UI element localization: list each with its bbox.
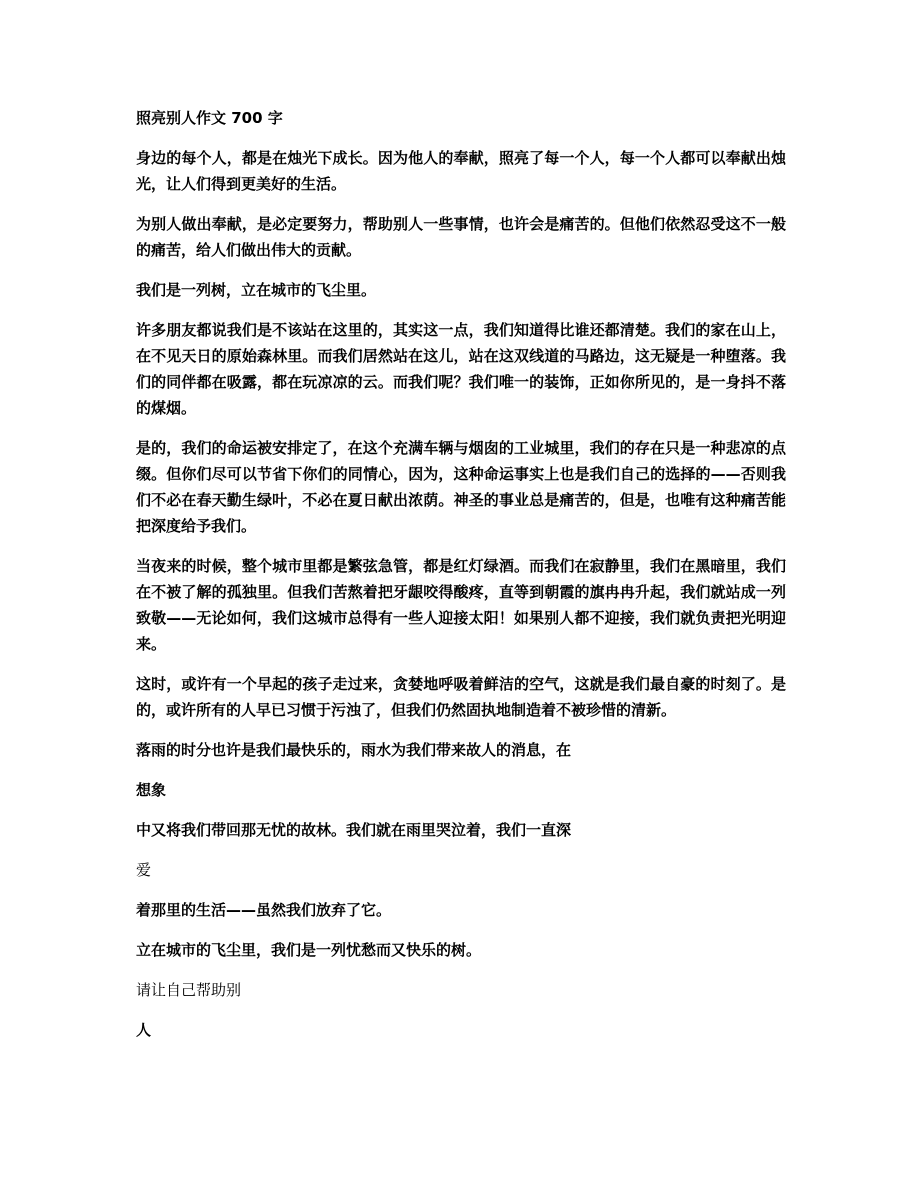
paragraph: 爱 [136,861,152,879]
paragraph: 许多朋友都说我们是不该站在这里的，其实这一点，我们知道得比谁还都清楚。我们的家在山上，在不见天日的原始森林里。而我们居然站在这儿，站在这双线道的马路边，这无疑是一种堕落。我们的同伴都在吸露，都在玩凉凉的云。而我们呢？我们唯一的装饰，正如你所见的，是一身抖不落的煤烟。 [136,321,786,417]
document-body [136,145,786,1057]
paragraph: 落雨的时分也许是我们最快乐的，雨水为我们带来故人的消息，在 [136,741,572,759]
paragraph: 人 [136,1021,152,1039]
paragraph: 当夜来的时候，整个城市里都是繁弦急管，都是红灯绿酒。而我们在寂静里，我们在黑暗里，我们在不被了解的孤独里。但我们苦熬着把牙龈咬得酸疼，直等到朝霞的旗冉冉升起，我们就站成一列致敬——无论如何，我们这城市总得有一些人迎接太阳！如果别人都不迎接，我们就负责把光明迎来。 [136,557,786,653]
paragraph: 请让自己帮助别 [136,981,242,999]
document-title: 照亮别人作文 700 字 [136,109,283,127]
paragraph: 这时，或许有一个早起的孩子走过来，贪婪地呼吸着鲜洁的空气，这就是我们最自豪的时刻了。是的，或许所有的人早已习惯于污浊了，但我们仍然固执地制造着不被珍惜的清新。 [136,675,786,719]
paragraph: 为别人做出奉献，是必定要努力，帮助别人一些事情，也许会是痛苦的。但他们依然忍受这不一般的痛苦，给人们做出伟大的贡献。 [136,215,786,259]
paragraph: 着那里的生活——虽然我们放弃了它。 [136,901,392,919]
paragraph: 是的，我们的命运被安排定了，在这个充满车辆与烟囱的工业城里，我们的存在只是一种悲凉的点缀。但你们尽可以节省下你们的同情心，因为，这种命运事实上也是我们自己的选择的——否则我们不必在春天勤生绿叶，不必在夏日献出浓荫。神圣的事业总是痛苦的，但是，也唯有这种痛苦能把深度给予我们。 [136,439,786,535]
paragraph: 身边的每个人，都是在烛光下成长。因为他人的奉献，照亮了每一个人，每一个人都可以奉献出烛光，让人们得到更美好的生活。 [136,149,786,193]
paragraph: 立在城市的飞尘里，我们是一列忧愁而又快乐的树。 [136,941,482,959]
paragraph: 想象 [136,781,167,799]
paragraph: 中又将我们带回那无忧的故林。我们就在雨里哭泣着，我们一直深 [136,821,572,839]
paragraph: 我们是一列树，立在城市的飞尘里。 [136,281,377,299]
